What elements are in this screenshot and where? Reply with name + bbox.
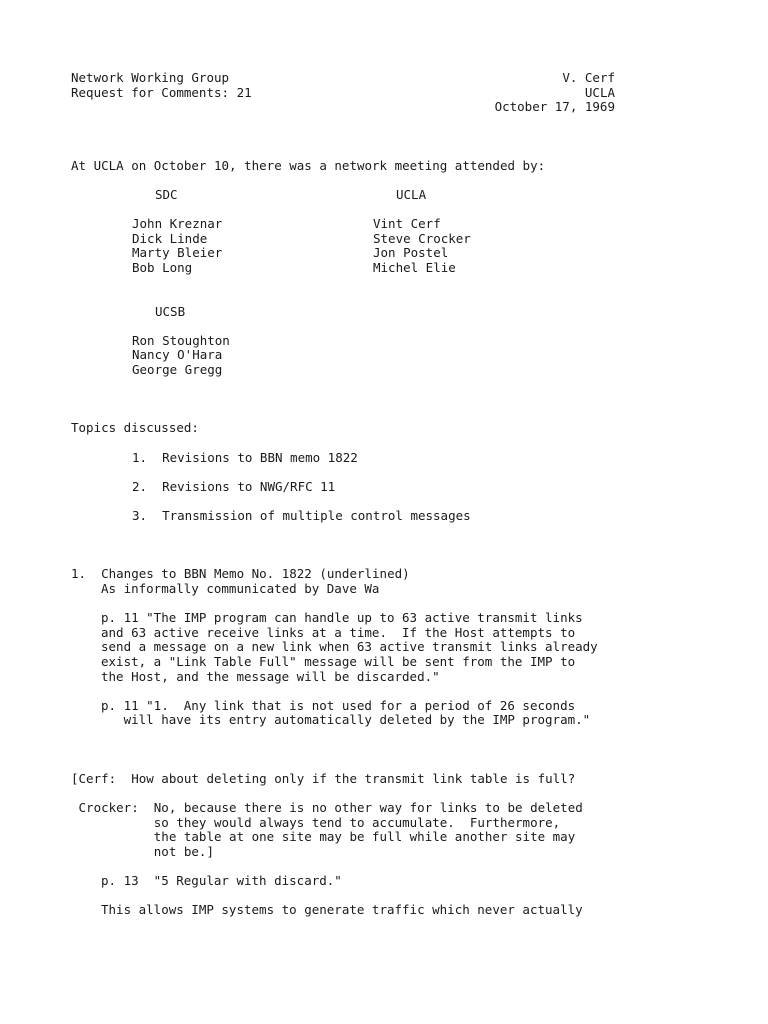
attendees-ucla-heading: UCLA [396,186,427,202]
discussion-line: the table at one site may be full while another site may [71,829,576,845]
topic-item: 3. Transmission of multiple control messages [132,508,471,523]
header-organization: UCLA [584,84,615,100]
body-line: exist, a "Link Table Full" message will be sent from the IMP to [101,654,576,669]
body-line: p. 11 "1. Any link that is not used for a period of 26 seconds [101,697,576,713]
discussion-line: [Cerf: How about deleting only if the transmit link table is full? [71,770,576,786]
intro-text: At UCLA on October 10, there was a network meeting attended by: [71,157,546,173]
body-line: p. 11 "The IMP program can handle up to 63 active transmit links [101,610,583,626]
topic-item: 2. Revisions to NWG/RFC 11 [132,478,336,494]
attendee-name: Ron Stoughton [132,332,230,348]
header-group-name: Network Working Group [71,70,230,85]
discussion-line: Crocker: No, because there is no other way for links to be deleted [71,800,583,815]
header-author: V. Cerf [562,70,615,85]
attendee-name: Nancy O'Hara [132,347,223,363]
attendee-name: Vint Cerf [373,216,441,231]
attendee-name: Dick Linde [132,230,208,246]
body-line: send a message on a new link when 63 active transmit links already [101,639,598,655]
topics-heading: Topics discussed: [71,420,199,436]
discussion-line: so they would always tend to accumulate. Furthermore, [71,814,561,830]
section1-subtitle: As informally communicated by Dave Wa [101,581,380,596]
topic-item: 1. Revisions to BBN memo 1822 [132,449,358,465]
section1-title: 1. Changes to BBN Memo No. 1822 (underlined) [71,566,410,582]
attendees-ucsb-heading: UCSB [155,303,186,319]
attendee-name: Steve Crocker [373,230,471,246]
attendee-name: Bob Long [132,259,193,275]
attendee-name: Jon Postel [373,245,449,261]
attendee-name: Michel Elie [373,259,456,275]
header-rfc-number: Request for Comments: 21 [71,84,252,100]
body-line: will have its entry automatically deleted by the IMP program." [101,712,591,728]
attendee-name: John Kreznar [132,216,223,231]
body-line: the Host, and the message will be discarded." [101,668,440,684]
attendees-sdc-heading: SDC [155,186,178,202]
discussion-line: not be.] [71,843,214,859]
body-line: p. 13 "5 Regular with discard." [101,873,342,888]
attendee-name: Marty Bleier [132,245,223,261]
body-line: This allows IMP systems to generate traffic which never actually [101,902,583,918]
header-date: October 17, 1969 [494,99,615,115]
body-line: and 63 active receive links at a time. If the Host attempts to [101,624,576,640]
attendee-name: George Gregg [132,362,223,377]
